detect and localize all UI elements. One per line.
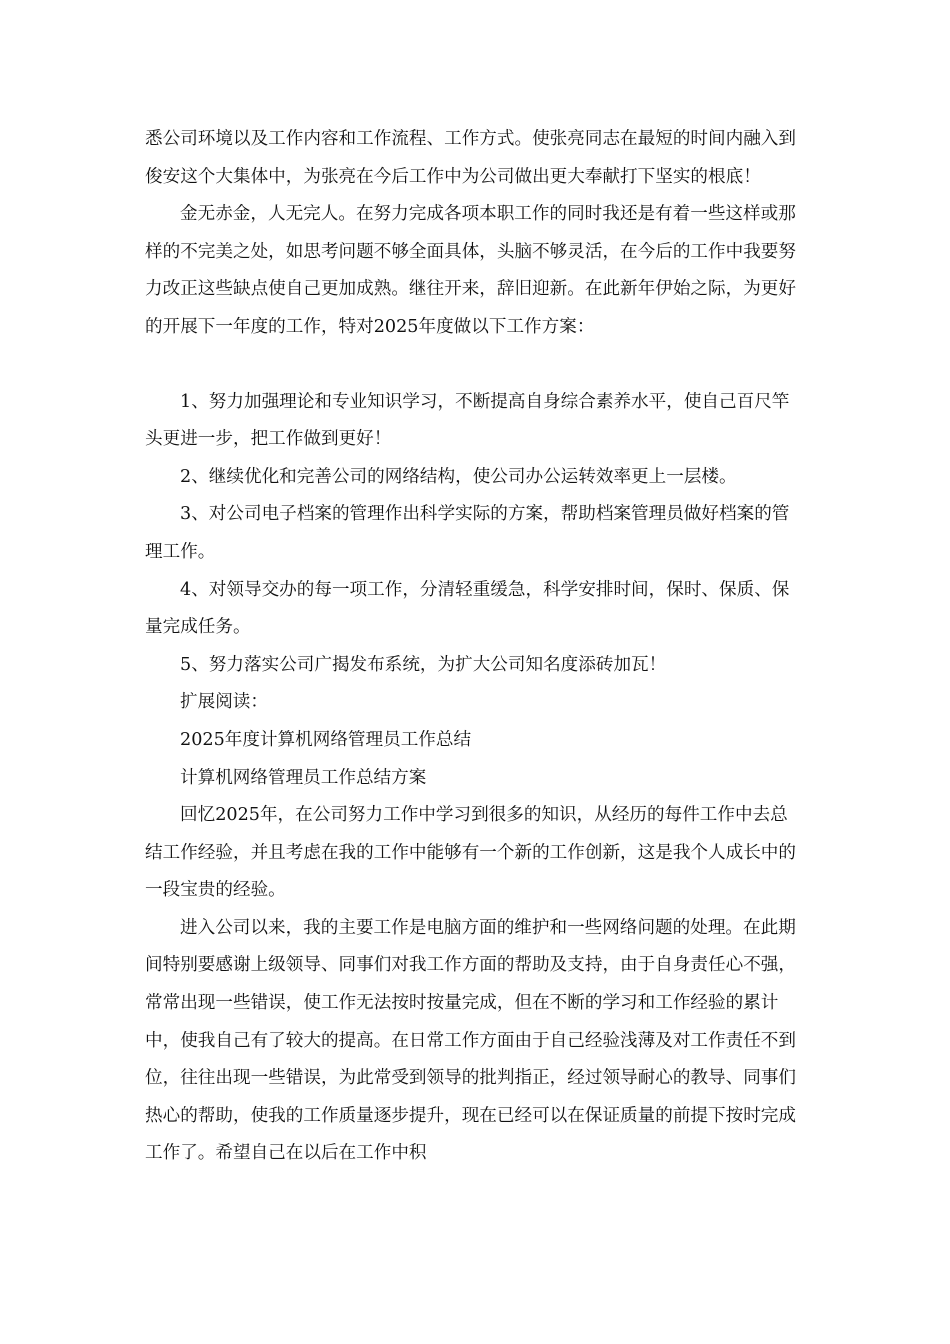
- paragraph-continuation: 悉公司环境以及工作内容和工作流程、工作方式。使张亮同志在最短的时间内融入到俊安这个大集体中，为张亮在今后工作中为公司做出更大奉献打下坚实的根底！: [145, 129, 796, 187]
- plan-item-3: 3、对公司电子档案的管理作出科学实际的方案，帮助档案管理员做好档案的管理工作。: [145, 504, 790, 562]
- extended-reading-label: 扩展阅读：: [180, 692, 268, 713]
- plan-item-5: 5、努力落实公司广揭发布系统，为扩大公司知名度添砖加瓦！: [180, 654, 667, 675]
- plan-item-2: 2、继续优化和完善公司的网络结构，使公司办公运转效率更上一层楼。: [180, 466, 737, 487]
- paragraph-work-summary: 进入公司以来，我的主要工作是电脑方面的维护和一些网络问题的处理。在此期间特别要感谢上级领导、同事们对我工作方面的帮助及支持，由于自身责任心不强，常常出现一些错误，使工作无法按时按量完成，但在不断的学习和工作经验的累计中，使我自己有了较大的提高。在日常工作方面由于自己经验浅薄及对工作责任不到位，往往出现一些错误，为此常受到领导的批判指正，经过领导耐心的教导、同事们热心的帮助，使我的工作质量逐步提升，现在已经可以在保证质量的前提下按时完成工作了。希望自己在以后在工作中积: [145, 917, 796, 1164]
- document-body: [145, 121, 805, 1173]
- paragraph-review: 回忆2025年，在公司努力工作中学习到很多的知识，从经历的每件工作中去总结工作经验，并且考虑在我的工作中能够有一个新的工作创新，这是我个人成长中的一段宝贵的经验。: [145, 805, 796, 901]
- plan-item-4: 4、对领导交办的每一项工作，分清轻重缓急，科学安排时间，保时、保质、保量完成任务。: [145, 579, 790, 638]
- paragraph-self-assessment: 金无赤金，人无完人。在努力完成各项本职工作的同时我还是有着一些这样或那样的不完美之处，如思考问题不够全面具体，头脑不够灵活，在今后的工作中我要努力改正这些缺点使自己更加成熟。继往开来，辞旧迎新。在此新年伊始之际，为更好的开展下一年度的工作，特对2025年度做以下工作方案：: [145, 204, 796, 337]
- section-subtitle: 计算机网络管理员工作总结方案: [180, 767, 427, 788]
- blank-line: [145, 347, 805, 384]
- plan-item-1: 1、努力加强理论和专业知识学习，不断提高自身综合素养水平，使自己百尺竿头更进一步，把工作做到更好！: [145, 391, 790, 450]
- section-title: 2025年度计算机网络管理员工作总结: [180, 729, 472, 750]
